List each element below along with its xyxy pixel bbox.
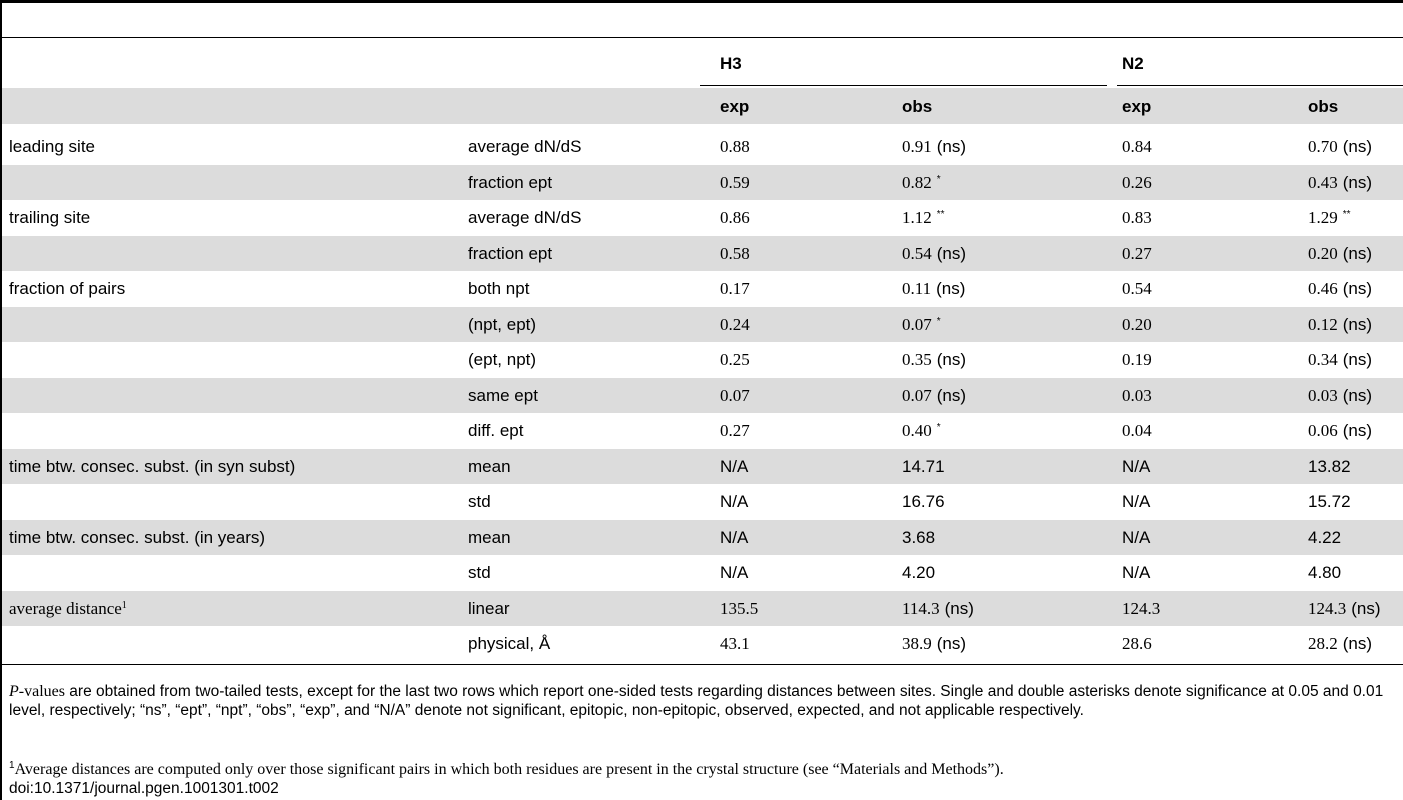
row-group-label xyxy=(9,591,127,626)
table-row xyxy=(2,129,1403,164)
table-row xyxy=(2,413,1403,448)
table-row xyxy=(2,591,1403,626)
subheader-h3-exp: exp xyxy=(720,97,750,116)
h3-obs-value-number: 114.3 xyxy=(902,598,940,618)
n2-exp-value xyxy=(1122,165,1152,200)
row-group-text: time btw. consec. subst. (in syn subst) xyxy=(9,456,296,476)
n2-obs-value xyxy=(1308,555,1341,590)
h3-exp-value xyxy=(720,520,748,555)
n2-exp-value xyxy=(1122,342,1152,377)
row-measure-label: both npt xyxy=(468,279,530,298)
significance-label: (ns) xyxy=(1342,385,1373,405)
row-measure-label: mean xyxy=(468,527,511,547)
doi-link[interactable]: doi:10.1371/journal.pgen.1001301.t002 xyxy=(9,780,279,797)
h3-obs-value-number: 0.11 xyxy=(902,279,932,298)
h3-obs-value-number: 4.20 xyxy=(902,563,936,582)
header-h3: H3 xyxy=(720,54,742,73)
n2-exp-value xyxy=(1122,271,1152,306)
h3-exp-value-number: N/A xyxy=(720,456,749,476)
n2-obs-value xyxy=(1308,520,1341,555)
n2-exp-value-number: 0.27 xyxy=(1122,243,1152,263)
significance-label: (ns) xyxy=(944,598,974,618)
significance-label: (ns) xyxy=(936,634,967,653)
significance-label: (ns) xyxy=(936,350,967,369)
significance-label: (ns) xyxy=(936,137,967,156)
row-group-text: fraction of pairs xyxy=(9,279,126,298)
h3-exp-value-number: 0.17 xyxy=(720,279,750,298)
table-row xyxy=(2,271,1403,306)
row-group-label xyxy=(9,129,95,164)
significance-asterisk: ** xyxy=(1342,209,1351,220)
subheader-n2-exp: exp xyxy=(1122,97,1152,116)
h3-obs-value-number: 14.71 xyxy=(902,456,945,476)
n2-obs-value xyxy=(1308,307,1372,342)
h3-exp-value-number: N/A xyxy=(720,527,749,547)
n2-exp-value xyxy=(1122,378,1152,413)
n2-obs-value-number: 0.70 xyxy=(1308,137,1338,156)
row-measure-label: std xyxy=(468,492,491,511)
n2-obs-value-number: 0.12 xyxy=(1308,314,1338,334)
n2-obs-value xyxy=(1308,271,1372,306)
n2-obs-value xyxy=(1308,236,1372,271)
n2-obs-value xyxy=(1308,378,1372,413)
significance-label: (ns) xyxy=(936,385,967,405)
subheader-n2-obs: obs xyxy=(1308,97,1339,116)
n2-exp-value xyxy=(1122,484,1150,519)
row-measure-label: physical, Å xyxy=(468,634,551,653)
row-measure-label: fraction ept xyxy=(468,172,553,192)
n2-exp-value xyxy=(1122,449,1150,484)
table-row xyxy=(2,307,1403,342)
n2-exp-value-number: N/A xyxy=(1122,456,1151,476)
h3-obs-value-number: 0.82 xyxy=(902,172,932,192)
n2-obs-value-number: 0.46 xyxy=(1308,279,1338,298)
row-group-label xyxy=(9,200,90,235)
significance-asterisk: * xyxy=(936,173,941,185)
row-group-label xyxy=(9,449,295,484)
table-row xyxy=(2,236,1403,271)
n2-exp-value-number: 28.6 xyxy=(1122,634,1152,653)
n2-exp-value xyxy=(1122,626,1152,661)
h3-obs-value-number: 0.07 xyxy=(902,314,932,334)
n2-exp-value xyxy=(1122,200,1152,235)
n2-exp-value-number: 0.54 xyxy=(1122,279,1152,298)
row-group-text: average distance xyxy=(9,598,122,618)
significance-label: (ns) xyxy=(1342,350,1373,369)
h3-exp-value-number: 135.5 xyxy=(720,598,759,618)
significance-label: (ns) xyxy=(1351,598,1381,618)
n2-obs-value-number: 4.22 xyxy=(1308,527,1342,547)
h3-exp-value-number: N/A xyxy=(720,563,749,582)
row-measure-label: average dN/dS xyxy=(468,137,582,156)
n2-exp-value xyxy=(1122,520,1150,555)
h3-obs-value xyxy=(902,307,941,342)
n2-exp-value-number: 124.3 xyxy=(1122,598,1161,618)
n2-exp-value-number: N/A xyxy=(1122,563,1151,582)
footnote-pvalues xyxy=(9,682,1399,720)
h3-exp-value xyxy=(720,165,750,200)
n2-exp-value xyxy=(1122,591,1160,626)
n2-exp-value xyxy=(1122,129,1152,164)
h3-exp-value-number: 0.58 xyxy=(720,243,750,263)
significance-label: (ns) xyxy=(936,243,967,263)
n2-exp-value xyxy=(1122,307,1152,342)
row-group-text: trailing site xyxy=(9,208,91,227)
h3-obs-value xyxy=(902,413,941,448)
h3-obs-value xyxy=(902,591,974,626)
row-measure-label: std xyxy=(468,563,491,582)
h3-obs-value xyxy=(902,555,935,590)
significance-asterisk: * xyxy=(936,315,941,327)
h3-exp-value-number: 0.59 xyxy=(720,172,750,192)
row-group-text: time btw. consec. subst. (in years) xyxy=(9,527,266,547)
n2-exp-value-number: 0.84 xyxy=(1122,137,1152,156)
h3-exp-value-number: 0.25 xyxy=(720,350,750,369)
n2-obs-value-number: 0.20 xyxy=(1308,243,1338,263)
h3-obs-value xyxy=(902,236,966,271)
h3-exp-value-number: 0.86 xyxy=(720,208,750,227)
n2-obs-value-number: 15.72 xyxy=(1308,492,1351,511)
h3-obs-value xyxy=(902,449,945,484)
significance-label: (ns) xyxy=(936,279,966,298)
h3-obs-value-number: 16.76 xyxy=(902,492,945,511)
table-row xyxy=(2,378,1403,413)
footnote-1-mark: 1 xyxy=(9,760,15,771)
n2-obs-value-number: 0.34 xyxy=(1308,350,1338,369)
h3-exp-value-number: 0.27 xyxy=(720,421,750,440)
h3-exp-value xyxy=(720,378,750,413)
footnote-ref-mark: 1 xyxy=(121,599,127,611)
table-row xyxy=(2,165,1403,200)
significance-label: (ns) xyxy=(1342,279,1373,298)
h3-exp-value-number: 0.07 xyxy=(720,385,750,405)
h3-exp-value xyxy=(720,342,750,377)
significance-asterisk: ** xyxy=(936,209,945,220)
row-measure-label: (ept, npt) xyxy=(468,350,537,369)
n2-exp-value-number: N/A xyxy=(1122,492,1151,511)
footnote-1-text: Average distances are computed only over those significant pairs in which both residues are present in the crystal structure (see “Materials and Methods”). xyxy=(14,761,1004,778)
h3-exp-value-number: N/A xyxy=(720,492,749,511)
n2-obs-value-number: 28.2 xyxy=(1308,634,1338,653)
h3-obs-value xyxy=(902,271,965,306)
n2-obs-value xyxy=(1308,413,1372,448)
table-bottom-rule xyxy=(2,664,1403,665)
n2-obs-value xyxy=(1308,449,1351,484)
h3-obs-value xyxy=(902,520,935,555)
h3-obs-value xyxy=(902,378,966,413)
h3-exp-value xyxy=(720,449,748,484)
row-group-label xyxy=(9,271,125,306)
h3-obs-value xyxy=(902,626,966,661)
n2-obs-value xyxy=(1308,342,1372,377)
row-measure-label: mean xyxy=(468,456,511,476)
h3-obs-value-number: 3.68 xyxy=(902,527,936,547)
h3-obs-value xyxy=(902,129,966,164)
row-measure-label: average dN/dS xyxy=(468,208,582,227)
n2-exp-value-number: 0.26 xyxy=(1122,172,1152,192)
table-row xyxy=(2,555,1403,590)
subheader-row xyxy=(2,88,1403,124)
h3-obs-value-number: 0.07 xyxy=(902,385,932,405)
significance-label: (ns) xyxy=(1342,634,1373,653)
significance-label: (ns) xyxy=(1342,421,1373,440)
row-measure-label: (npt, ept) xyxy=(468,314,537,334)
footnote-1 xyxy=(9,760,1399,779)
n2-exp-value xyxy=(1122,555,1150,590)
h3-exp-value xyxy=(720,307,750,342)
n2-exp-value-number: 0.20 xyxy=(1122,314,1152,334)
h3-exp-value xyxy=(720,200,750,235)
n2-exp-value-number: N/A xyxy=(1122,527,1151,547)
n2-obs-value-number: 1.29 xyxy=(1308,208,1338,227)
n2-exp-value xyxy=(1122,413,1152,448)
n2-exp-value-number: 0.04 xyxy=(1122,421,1152,440)
n2-underline xyxy=(1117,85,1403,86)
n2-obs-value xyxy=(1308,200,1351,235)
h3-obs-value-number: 0.40 xyxy=(902,421,932,440)
n2-obs-value-number: 0.03 xyxy=(1308,385,1338,405)
row-group-text: leading site xyxy=(9,137,96,156)
h3-exp-value-number: 43.1 xyxy=(720,634,750,653)
h3-obs-value-number: 38.9 xyxy=(902,634,932,653)
significance-label: (ns) xyxy=(1342,314,1373,334)
top-border xyxy=(0,0,1403,3)
n2-exp-value xyxy=(1122,236,1152,271)
n2-obs-value-number: 0.06 xyxy=(1308,421,1338,440)
significance-asterisk: * xyxy=(936,422,941,433)
footnote-p-text-1: -values xyxy=(18,683,65,700)
h3-obs-value xyxy=(902,342,966,377)
table-row xyxy=(2,520,1403,555)
n2-exp-value-number: 0.19 xyxy=(1122,350,1152,369)
n2-obs-value xyxy=(1308,591,1381,626)
header-n2: N2 xyxy=(1122,54,1144,73)
h3-exp-value xyxy=(720,555,748,590)
h3-underline xyxy=(700,85,1107,86)
n2-exp-value-number: 0.83 xyxy=(1122,208,1152,227)
h3-exp-value xyxy=(720,271,750,306)
h3-obs-value-number: 0.35 xyxy=(902,350,932,369)
significance-label: (ns) xyxy=(1342,243,1373,263)
footnote-p-text-2: are obtained from two-tailed tests, except for the last two rows which report one-sided tests regarding distances between sites. Single and double asterisks denote significance at 0.05 and 0.01 level, respectively; “ns”, “ept”, “npt”, “obs”, “exp”, and “N/A” denote not significant, epitopic, non-epitopic, observed, expected, and not applicable respectively. xyxy=(9,683,1384,719)
h3-exp-value-number: 0.24 xyxy=(720,314,750,334)
table-top-rule xyxy=(2,37,1403,38)
n2-obs-value-number: 0.43 xyxy=(1308,172,1338,192)
footnote-p-symbol: P xyxy=(9,683,19,700)
table-row xyxy=(2,626,1403,661)
n2-obs-value xyxy=(1308,484,1351,519)
row-measure-label: fraction ept xyxy=(468,243,553,263)
n2-exp-value-number: 0.03 xyxy=(1122,385,1152,405)
h3-exp-value xyxy=(720,626,750,661)
table-row xyxy=(2,342,1403,377)
row-measure-label: diff. ept xyxy=(468,421,524,440)
h3-obs-value xyxy=(902,200,945,235)
row-group-label xyxy=(9,520,265,555)
n2-obs-value xyxy=(1308,165,1372,200)
h3-obs-value-number: 1.12 xyxy=(902,208,932,227)
row-measure-label: same ept xyxy=(468,385,538,405)
n2-obs-value xyxy=(1308,626,1372,661)
h3-obs-value xyxy=(902,484,945,519)
h3-exp-value-number: 0.88 xyxy=(720,137,750,156)
n2-obs-value xyxy=(1308,129,1372,164)
h3-obs-value-number: 0.91 xyxy=(902,137,932,156)
h3-obs-value xyxy=(902,165,941,200)
significance-label: (ns) xyxy=(1342,172,1373,192)
n2-obs-value-number: 4.80 xyxy=(1308,563,1342,582)
h3-obs-value-number: 0.54 xyxy=(902,243,932,263)
table-row xyxy=(2,449,1403,484)
h3-exp-value xyxy=(720,484,748,519)
table-row xyxy=(2,484,1403,519)
significance-label: (ns) xyxy=(1342,137,1373,156)
h3-exp-value xyxy=(720,129,750,164)
subheader-h3-obs: obs xyxy=(902,97,933,116)
n2-obs-value-number: 124.3 xyxy=(1308,598,1347,618)
table-row xyxy=(2,200,1403,235)
n2-obs-value-number: 13.82 xyxy=(1308,456,1351,476)
h3-exp-value xyxy=(720,413,750,448)
h3-exp-value xyxy=(720,236,750,271)
h3-exp-value xyxy=(720,591,758,626)
row-measure-label: linear xyxy=(468,598,510,618)
